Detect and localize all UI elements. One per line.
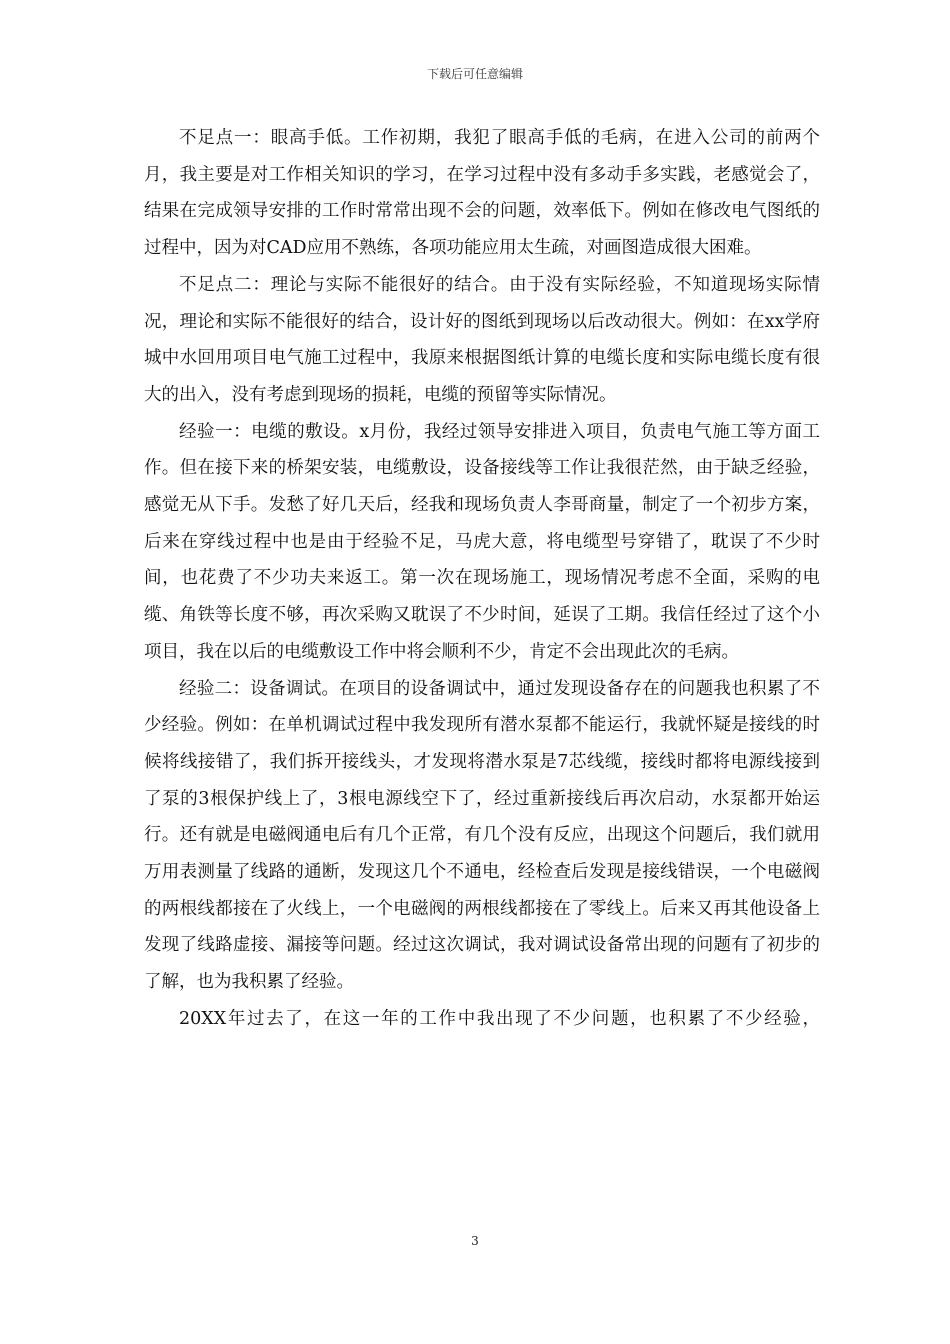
page-number: 3 xyxy=(471,1234,479,1248)
paragraph-experience-2: 经验二：设备调试。在项目的设备调试中，通过发现设备存在的问题我也积累了不少经验。例如：在单机调试过程中我发现所有潜水泵都不能运行，我就怀疑是接线的时候将线接错了，我们拆开接线头，才发现将潜水泵是7芯线缆，接线时都将电源线接到了泵的3根保护线上了，3根电源线空下了，经过重新接线后再次启动，水泵都开始运行。还有就是电磁阀通电后有几个正常，有几个没有反应，出现这个问题后，我们就用万用表测量了线路的通断，发现这几个不通电，经检查后发现是接线错误，一个电磁阀的两根线都接在了火线上，一个电磁阀的两根线都接在了零线上。后来又再其他设备上发现了线路虚接、漏接等问题。经过这次调试，我对调试设备常出现的问题有了初步的了解，也为我积累了经验。 xyxy=(144,678,820,993)
paragraph-shortcoming-1: 不足点一：眼高手低。工作初期，我犯了眼高手低的毛病，在进入公司的前两个月，我主要是对工作相关知识的学习，在学习过程中没有多动手多实践，老感觉会了，结果在完成领导安排的工作时常常出现不会的问题，效率低下。例如在修改电气图纸的过程中，因为对CAD应用不熟练，各项功能应用太生疏，对画图造成很大困难。 xyxy=(144,128,820,259)
paragraph-shortcoming-2: 不足点二：理论与实际不能很好的结合。由于没有实际经验，不知道现场实际情况，理论和实际不能很好的结合，设计好的图纸到现场以后改动很大。例如：在xx学府城中水回用项目电气施工过程中，我原来根据图纸计算的电缆长度和实际电缆长度有很大的出入，没有考虑到现场的损耗，电缆的预留等实际情况。 xyxy=(144,274,820,405)
page-header: 下载后可任意编辑 xyxy=(426,67,523,81)
document-body xyxy=(144,120,820,1038)
paragraph-summary: 20XX年过去了，在这一年的工作中我出现了不少问题，也积累了不少经验， xyxy=(179,1008,820,1029)
paragraph-experience-1: 经验一：电缆的敷设。x月份，我经过领导安排进入项目，负责电气施工等方面工作。但在接下来的桥架安装，电缆敷设，设备接线等工作让我很茫然，由于缺乏经验，感觉无从下手。发愁了好几天后，经我和现场负责人李哥商量，制定了一个初步方案，后来在穿线过程中也是由于经验不足，马虎大意，将电缆型号穿错了，耽误了不少时间，也花费了不少功夫来返工。第一次在现场施工，现场情况考虑不全面，采购的电缆、角铁等长度不够，再次采购又耽误了不少时间，延误了工期。我信任经过了这个小项目，我在以后的电缆敷设工作中将会顺利不少，肯定不会出现此次的毛病。 xyxy=(144,421,820,662)
